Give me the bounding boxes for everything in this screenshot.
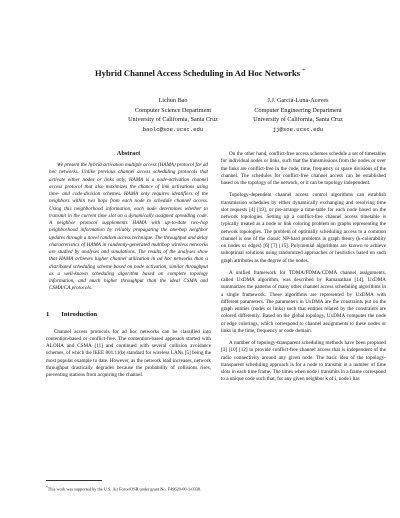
section-number: 1: [46, 310, 50, 318]
intro-paragraph: Channel access protocols for ad hoc networks can be classified into contention-based or conflict-free. The contention-based approach started with ALOHA and CSMA [11] and continued with several collision avoidance schemes, of which the IEEE 801.11(b) standard for wireless LANs [5] being the most popular example to date. However, as the network load increases, network throughput drastically degrades because the probability of collisions rises, preventing stations from acquiring the channel.: [46, 328, 211, 378]
author-department: Computer Engineering Department: [254, 106, 342, 114]
left-column: [46, 150, 211, 514]
abstract-heading: Abstract: [116, 150, 141, 157]
title-footnote-marker: *: [302, 68, 305, 74]
paper-title-text: Hybrid Channel Access Scheduling in Ad Hoc Networks: [95, 67, 301, 78]
author-email: jj@soe.ucsc.edu: [272, 125, 324, 133]
right-column: [221, 151, 386, 515]
footnote: [46, 484, 209, 492]
footnote-text: This work was supported by the U.S. Air Force/OSR under grant No. F49620-00-1-0330.: [47, 486, 202, 492]
author-affiliation: University of California, Santa Cruz: [253, 116, 343, 123]
author-block-2: [203, 96, 393, 134]
author-affiliation: University of California, Santa Cruz: [128, 116, 218, 123]
section-title: Introduction: [61, 310, 98, 318]
author-name: J.J. Garcia-Luna-Aceves: [267, 97, 329, 104]
paper-title: [0, 66, 400, 79]
author-name: Lichun Bao: [158, 97, 188, 104]
body-paragraph: A unified framework for TDMA/FDMA/CDMA channel assignments, called UxDMA algorithm, was described by Ramanathan [14]. UxDMA summarizes the patterns of many other channel access scheduling algorithms in a single framework. These algorithms are represented by UxDMA with different parameters. The parameters in UxDMA are the constraints put on the graph entities (nodes or links) such that entities related by the constraints are colored differently. Based on the global topology, UxDMA computes the node or edge colorings, which correspond to channel assignments to these nodes or links in the time, frequency or code domain.: [221, 269, 386, 334]
footnote-marker: *: [46, 485, 48, 489]
section-heading: [46, 311, 211, 319]
abstract-text: We present the hybrid activation multiple access (HAMA) protocol for ad hoc networks. Unlike previous channel access scheduling protocols that activate either nodes or links only, HAMA is a node-activation channel access protocol that also maximizes the chance of link activations using time- and code-division schemes. HAMA only requires identifiers of the neighbors within two hops from each node to schedule channel access. Using this neighborhood information, each node determines whether to transmit in the current time slot on a dynamically assigned spreading code. A neighbor protocol supplements HAMA with up-to-date two-hop neighborhood information by reliably propagating the one-hop neighbor updates through a novel random access technique. The throughput and delay characteristics of HAMA in randomly-generated multihop wireless networks are studied by analyses and simulations. The results of the analyses show that HAMA achieves higher channel utilization in ad hoc networks than a distributed scheduling scheme based on node activation, similar throughput as a well-known scheduling algorithm based on complete topology information, and much higher throughput than the ideal CSMA and CSMA/CA protocols.: [49, 162, 208, 292]
body-paragraph: A number of topology-transparent scheduling methods have been proposed [3] [10] [12] to provide conflict-free channel access that is independent of the radio connectivity around any given node. The basic idea of the topology-transparent scheduling approach is for a node to transmit in a number of time slots in each time frame. The times when node i transmits in a frame correspond to a unique code such that, for any given neighbor k of i, node i has: [221, 340, 386, 383]
author-department: Computer Science Department: [134, 106, 212, 114]
footnote-divider: [46, 480, 102, 481]
author-email: baolc@soe.ucsc.edu: [142, 125, 204, 133]
body-paragraph: Topology-dependent channel access control algorithms can establish transmission schedules by either dynamically exchanging and resolving time slot requests [4] [19], or pre-arrange a time-table for each node based on the network topologies. Setting up a conflict-free channel access timetable is typically treated as a node or link coloring problem on graphs representing the network topologies. The problem of optimally scheduling access to a common channel is one of the classic NP-hard problems in graph theory (k-colorability on nodes or edges) [6] [7] [15]. Polynomial algorithms are known to achieve suboptimal solutions using randomized approaches or heuristics based on such graph attributes as the degree of the nodes.: [221, 192, 386, 264]
body-paragraph: On the other hand, conflict-free access schemes schedule a set of timetables for individual nodes or links, such that the transmissions from the nodes or over the links are conflict-free in the code, time, frequency or space divisions of the channel. The schedules for conflict-free channel access can be established based on the topology of the network, or it can be topology independent.: [221, 151, 386, 186]
